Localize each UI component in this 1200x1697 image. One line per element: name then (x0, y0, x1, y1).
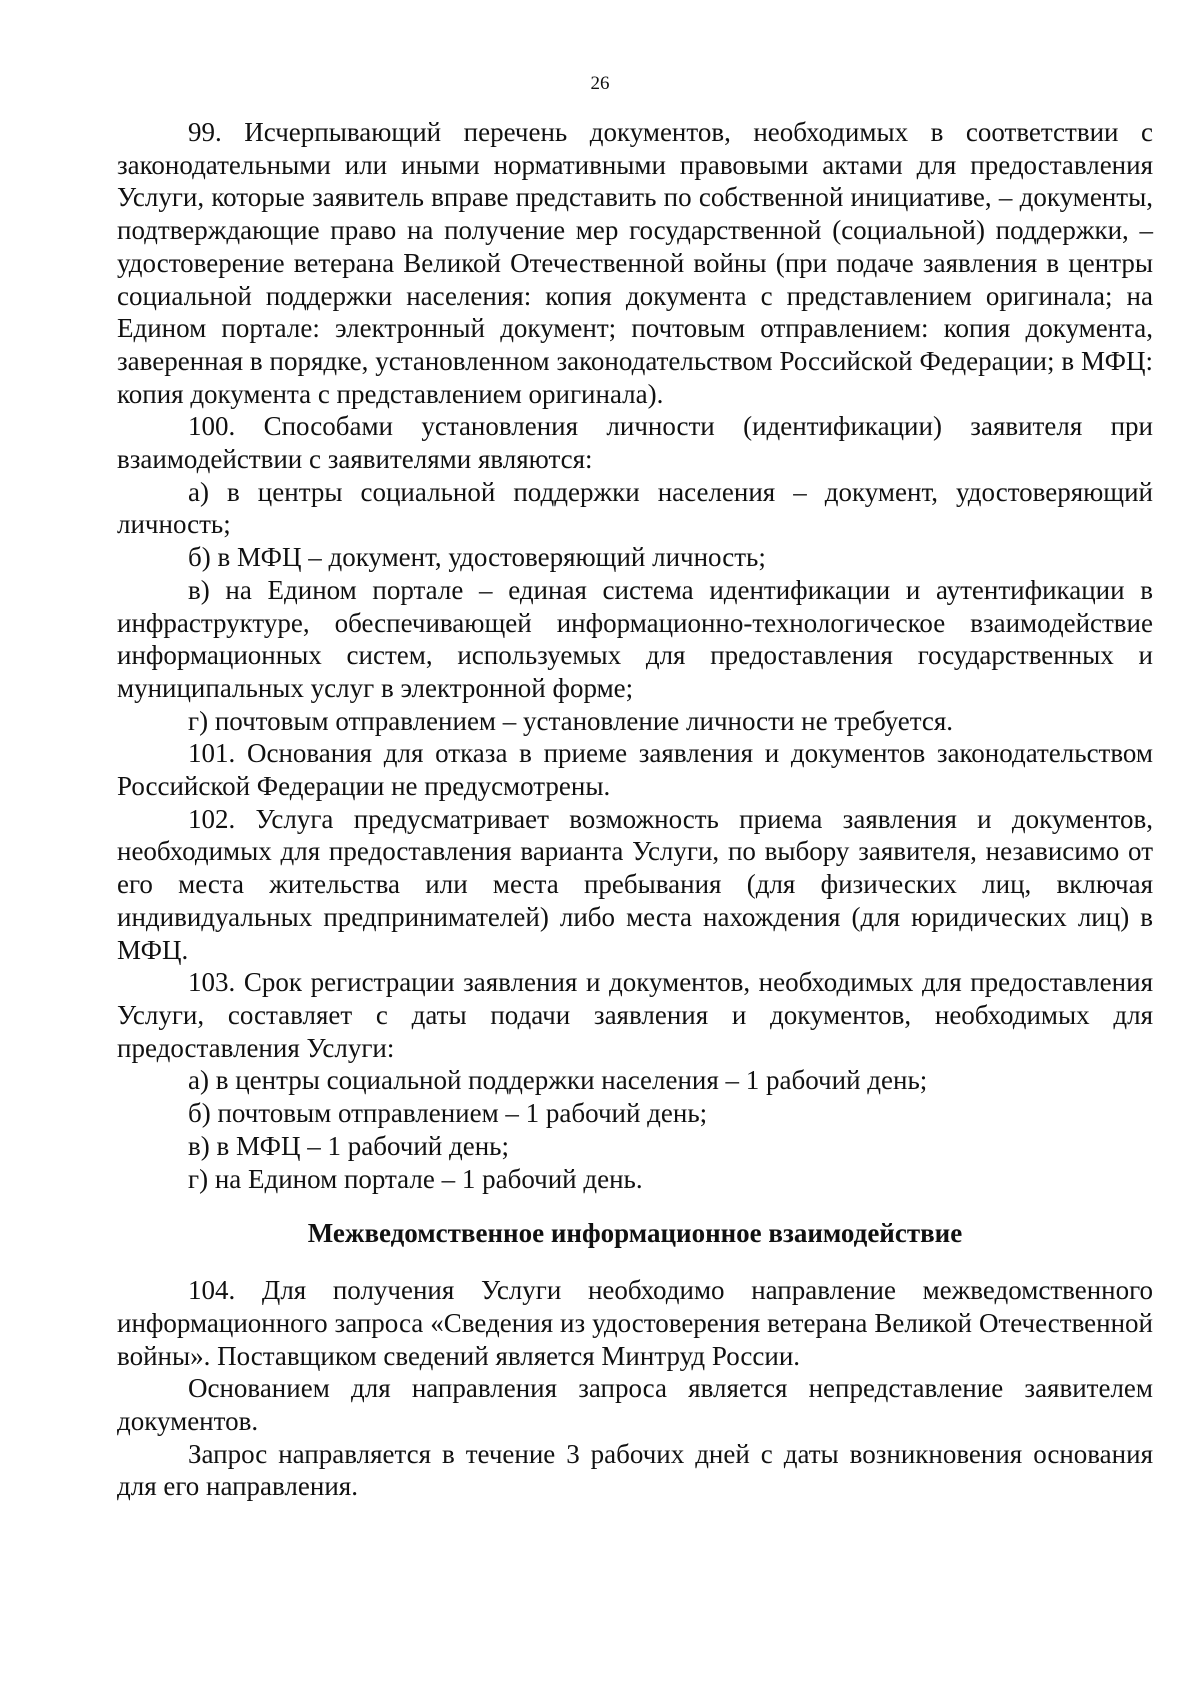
paragraph-100-item-v: в) на Едином портале – единая система идентификации и аутентификации в инфраструктуре, обеспечивающей информационно-технологическое взаимодействие информационных систем, используемых для предоставления государственных и муниципальных услуг в электронной форме; (117, 574, 1153, 703)
paragraph-request-term: Запрос направляется в течение 3 рабочих дней с даты возникновения основания для его направления. (117, 1438, 1153, 1502)
paragraph-100-item-b: б) в МФЦ – документ, удостоверяющий личность; (188, 542, 766, 573)
paragraph-103-item-v: в) в МФЦ – 1 рабочий день; (188, 1130, 509, 1161)
paragraph-102: 102. Услуга предусматривает возможность приема заявления и документов, необходимых для предоставления варианта Услуги, по выбору заявителя, независимо от его места жительства или места пребывания (для физических лиц, включая индивидуальных предпринимателей) либо места нахождения (для юридических лиц) в МФЦ. (117, 803, 1153, 965)
section-heading: Межведомственное информационное взаимодействие (307, 1218, 963, 1249)
paragraph-103-item-b: б) почтовым отправлением – 1 рабочий день; (188, 1098, 708, 1129)
paragraph-101: 101. Основания для отказа в приеме заявления и документов законодательством Российской Федерации не предусмотрены. (117, 738, 1153, 802)
document-body (117, 116, 1153, 1503)
paragraph-103: 103. Срок регистрации заявления и документов, необходимых для предоставления Услуги, составляет с даты подачи заявления и документов, необходимых для предоставления Услуги: (117, 967, 1153, 1063)
paragraph-request-basis: Основанием для направления запроса является непредставление заявителем документов. (117, 1373, 1153, 1437)
paragraph-104: 104. Для получения Услуги необходимо направление межведомственного информационного запроса «Сведения из удостоверения ветерана Великой Отечественной войны». Поставщиком сведений является Минтруд России. (117, 1275, 1153, 1371)
paragraph-99: 99. Исчерпывающий перечень документов, необходимых в соответствии с законодательными или иными нормативными правовыми актами для предоставления Услуги, которые заявитель вправе представить по собственной инициативе, – документы, подтверждающие право на получение мер государственной (социальной) поддержки, – удостоверение ветерана Великой Отечественной войны (при подаче заявления в центры социальной поддержки населения: копия документа с представлением оригинала; на Едином портале: электронный документ; почтовым отправлением: копия документа, заверенная в порядке, установленном законодательством Российской Федерации; в МФЦ: копия документа с представлением оригинала). (117, 117, 1153, 409)
paragraph-103-item-a: а) в центры социальной поддержки населения – 1 рабочий день; (188, 1065, 928, 1096)
paragraph-100-item-g: г) почтовым отправлением – установление личности не требуется. (188, 705, 954, 736)
page-number: 26 (590, 73, 610, 94)
paragraph-100: 100. Способами установления личности (идентификации) заявителя при взаимодействии с заявителями являются: (117, 411, 1153, 475)
paragraph-100-item-a: а) в центры социальной поддержки населения – документ, удостоверяющий личность; (117, 476, 1153, 540)
paragraph-103-item-g: г) на Едином портале – 1 рабочий день. (188, 1163, 643, 1194)
